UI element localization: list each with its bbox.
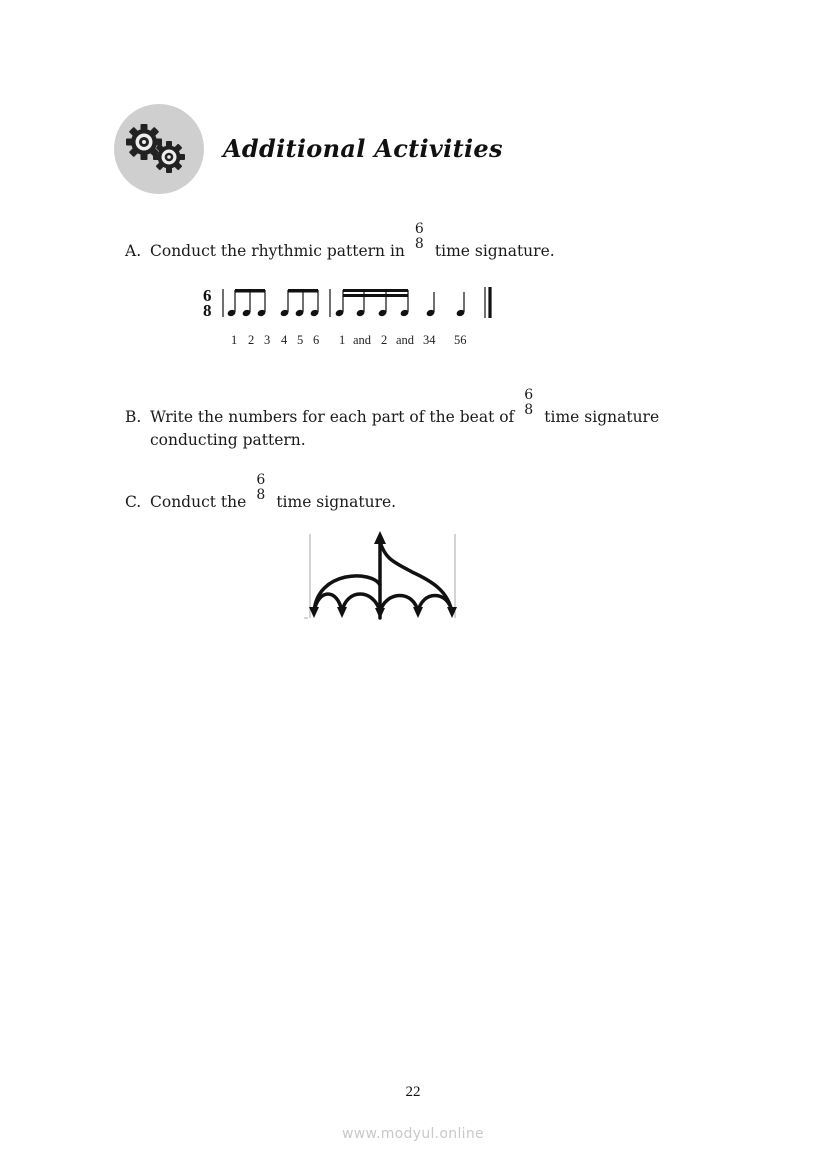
conduct-path-arch-right [380,542,452,612]
time-signature-denominator: 8 [524,402,534,418]
count-label: 4 [281,333,288,347]
count-label: 6 [313,333,320,347]
arrowhead-icon [374,531,386,544]
count-label: 2 [381,333,388,347]
time-signature-numerator: 6 [256,472,266,488]
item-text: Write the numbers for each part of the beat of [150,408,515,426]
time-signature-denominator: 8 [256,487,266,503]
rhythm-time-sig-top: 6 [203,286,212,305]
item-letter: A. [125,242,142,260]
activity-b [125,387,660,452]
count-label: 1 [231,333,238,347]
time-signature-numerator: 6 [524,387,534,403]
count-label: 56 [454,333,467,347]
rhythm-notation [200,284,500,324]
quarter-note [456,292,466,317]
item-text-after: time signature. [276,493,397,511]
gears-icon [114,104,204,194]
item-text-after: time signature [544,408,660,426]
page-number: 22 [405,1084,421,1100]
small-gear [153,141,185,173]
count-label: 1 [339,333,346,347]
item-letter: C. [125,493,142,511]
count-label: 34 [423,333,436,347]
time-signature-fraction [405,221,435,263]
rhythm-time-sig-bottom: 8 [203,301,212,320]
time-signature-numerator: 6 [414,221,424,237]
page-title: Additional Activities [223,134,503,163]
time-signature-fraction [514,387,544,429]
activity-a [125,221,555,263]
count-label: and [353,333,372,347]
watermark: www.modyul.online [342,1126,484,1142]
count-label: 5 [297,333,304,347]
gears-icon-badge [114,104,204,194]
arrowhead-icon [337,607,347,618]
item-text: Conduct the rhythmic pattern in [150,242,405,260]
item-text-after: time signature. [434,242,555,260]
conduct-path-loop-2 [342,594,380,612]
sixteenth-note-group [335,289,410,317]
count-label: 3 [264,333,271,347]
conducting-pattern-diagram [302,530,462,622]
count-label: and [396,333,415,347]
arrowhead-icon [375,608,385,619]
conduct-path-loop-3 [380,596,418,613]
time-signature-fraction [246,472,276,514]
quarter-note [426,292,436,317]
item-letter: B. [125,408,142,426]
arrowhead-icon [413,607,423,618]
count-label: 2 [248,333,255,347]
eighth-note-group [227,289,267,317]
item-text-continuation: conducting pattern. [150,431,306,449]
time-signature-denominator: 8 [414,236,424,252]
eighth-note-group [280,289,320,317]
item-text: Conduct the [150,493,247,511]
activity-c [125,472,397,514]
